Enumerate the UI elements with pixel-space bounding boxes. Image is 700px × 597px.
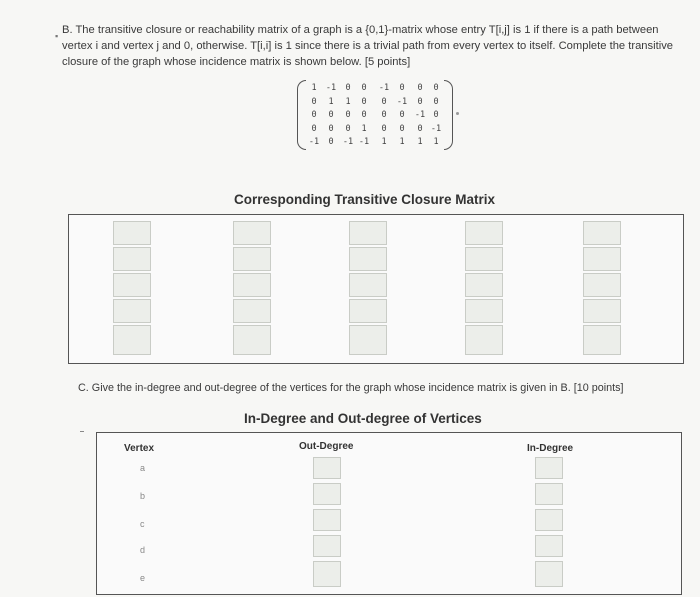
in-degree-cell[interactable] <box>535 561 563 587</box>
answer-cell[interactable] <box>465 325 503 355</box>
answer-cell[interactable] <box>349 273 387 297</box>
matrix-row <box>296 124 460 137</box>
vertex-header: Vertex <box>124 443 155 454</box>
matrix-cell: 0 <box>399 83 405 93</box>
out-degree-header: Out-Degree <box>299 441 354 452</box>
incidence-matrix <box>296 79 460 151</box>
in-degree-cell[interactable] <box>535 535 563 557</box>
matrix-cell: 0 <box>345 123 351 134</box>
answer-cell[interactable] <box>583 273 621 297</box>
matrix-cell: -1 <box>378 83 390 93</box>
answer-cell[interactable] <box>233 221 271 245</box>
matrix-row <box>296 110 460 123</box>
matrix-cell: 0 <box>433 110 439 120</box>
matrix-cell: 0 <box>361 110 367 120</box>
question-b-text: B. The transitive closure or reachability matrix of a graph is a {0,1}-matrix whose entry T[i,j] is 1 if there is a path between vertex i and vertex j and 0, otherwise. T[i,i] is 1 since there is a trivial path from every vertex to itself. Complete the transitive closure of the graph whose incidence matrix is shown below. [5 points] <box>62 24 674 68</box>
in-degree-header: In-Degree <box>527 443 574 454</box>
matrix-cell: 0 <box>328 110 334 120</box>
matrix-cell: 0 <box>417 83 423 93</box>
vertex-label: b <box>140 491 146 501</box>
answer-cell[interactable] <box>233 299 271 323</box>
answer-cell[interactable] <box>113 247 151 271</box>
decorative-dot <box>456 112 459 115</box>
matrix-cell: 0 <box>361 96 367 107</box>
answer-cell[interactable] <box>233 325 271 355</box>
degree-table-title: In-Degree and Out-degree of Vertices <box>244 411 482 426</box>
matrix-cell: 0 <box>399 123 405 134</box>
transitive-closure-answer-box[interactable] <box>68 214 684 364</box>
matrix-cell: 1 <box>311 83 317 93</box>
matrix-cell: 0 <box>328 137 334 147</box>
matrix-cell: 1 <box>361 123 367 134</box>
matrix-cell: -1 <box>358 137 370 147</box>
answer-cell[interactable] <box>465 221 503 245</box>
matrix-cell: 0 <box>417 96 423 107</box>
tick-mark <box>80 431 84 432</box>
answer-cell[interactable] <box>583 325 621 355</box>
matrix-row <box>296 83 460 96</box>
matrix-cell: 0 <box>381 96 387 107</box>
out-degree-cell[interactable] <box>313 457 341 479</box>
matrix-cell: 0 <box>381 110 387 120</box>
matrix-row <box>296 137 460 150</box>
answer-cell[interactable] <box>113 273 151 297</box>
bullet-icon: ▪ <box>55 31 59 41</box>
answer-cell[interactable] <box>113 299 151 323</box>
answer-cell[interactable] <box>349 325 387 355</box>
matrix-cell: 0 <box>311 110 317 120</box>
answer-cell[interactable] <box>583 221 621 245</box>
question-c-text: C. Give the in-degree and out-degree of the vertices for the graph whose incidence matrix is given in B. [10 points] <box>78 382 624 394</box>
matrix-cell: 0 <box>433 96 439 107</box>
matrix-cell: 0 <box>311 96 317 107</box>
matrix-cell: 1 <box>433 137 439 147</box>
in-degree-cell[interactable] <box>535 457 563 479</box>
answer-cell[interactable] <box>583 299 621 323</box>
answer-cell[interactable] <box>465 247 503 271</box>
answer-cell[interactable] <box>349 299 387 323</box>
matrix-cell: 1 <box>345 96 351 107</box>
out-degree-cell[interactable] <box>313 561 341 587</box>
matrix-cell: 0 <box>328 123 334 134</box>
matrix-cell: 0 <box>433 83 439 93</box>
matrix-cell: 0 <box>345 110 351 120</box>
answer-cell[interactable] <box>465 299 503 323</box>
matrix-cell: 1 <box>399 137 405 147</box>
matrix-cell: -1 <box>325 83 337 93</box>
in-degree-cell[interactable] <box>535 509 563 531</box>
matrix-cell: -1 <box>308 137 320 147</box>
answer-cell[interactable] <box>465 273 503 297</box>
answer-cell[interactable] <box>349 221 387 245</box>
answer-cell[interactable] <box>113 325 151 355</box>
vertex-label: c <box>140 519 145 529</box>
answer-cell[interactable] <box>583 247 621 271</box>
vertex-label: a <box>140 463 146 473</box>
matrix-cell: -1 <box>430 123 442 134</box>
matrix-cell: 0 <box>399 110 405 120</box>
answer-cell[interactable] <box>233 273 271 297</box>
answer-cell[interactable] <box>349 247 387 271</box>
matrix-cell: 1 <box>381 137 387 147</box>
matrix-cell: -1 <box>414 110 426 120</box>
in-degree-cell[interactable] <box>535 483 563 505</box>
out-degree-cell[interactable] <box>313 483 341 505</box>
out-degree-cell[interactable] <box>313 535 341 557</box>
matrix-cell: 1 <box>328 96 334 107</box>
matrix-cell: -1 <box>342 137 354 147</box>
matrix-row <box>296 97 460 110</box>
matrix-cell: 0 <box>361 83 367 93</box>
vertex-label: e <box>140 573 146 583</box>
matrix-cell: 0 <box>311 123 317 134</box>
vertex-label: d <box>140 545 146 555</box>
matrix-cell: 0 <box>417 123 423 134</box>
answer-cell[interactable] <box>233 247 271 271</box>
matrix-cell: 0 <box>345 83 351 93</box>
transitive-closure-title: Corresponding Transitive Closure Matrix <box>234 192 496 207</box>
answer-cell[interactable] <box>113 221 151 245</box>
degree-answer-box[interactable] <box>96 432 682 595</box>
matrix-cell: 1 <box>417 137 423 147</box>
matrix-cell: 0 <box>381 123 387 134</box>
matrix-cell: -1 <box>396 96 408 107</box>
out-degree-cell[interactable] <box>313 509 341 531</box>
